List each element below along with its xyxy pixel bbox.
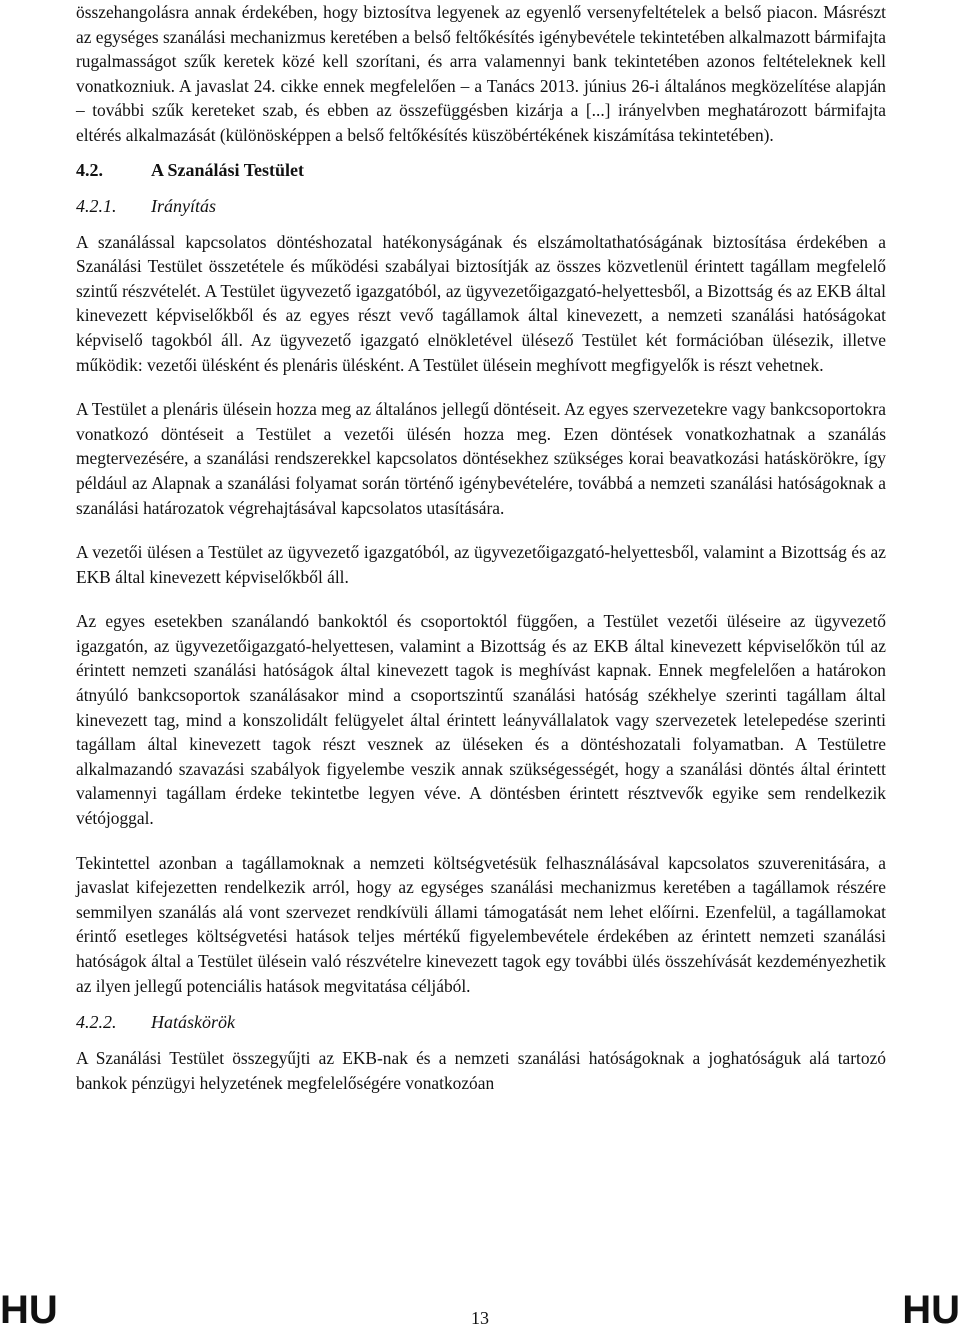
subsection-title: Hatáskörök	[151, 1012, 235, 1033]
subsection-heading-4-2-1	[76, 194, 886, 218]
paragraph-participants: Az egyes esetekben szanálandó bankoktól és csoportoktól függően, a Testület vezetői üléseire az ügyvezető igazgatón, az ügyvezetőigazgató-helyettesen, valamint a Bizottság és az EKB által kinevezett képviselőkön túl az érintett nemzeti szanálási hatóságok által kinevezett tagok is meghívást kapnak. Ennek megfelelően a határokon átnyúló bankcsoportok szanálásakor mind a csoportszintű szanálási hatóság székhelye szerinti tagállam által kinevezett tag, mind a konszolidált felügyelet által érintett leányvállalatok vagy szervezetek letelepedése szerinti tagállam által kinevezett tagok részt vesznek az üléseken és a döntéshozatali folyamatban. A Testületre alkalmazandó szavazási szabályok figyelembe veszik annak szükségességét, hogy a szanálási döntés által érintett valamennyi tagállam érdeke tekintetbe legyen véve. A döntésben érintett résztvevők egyike sem rendelkezik vétójoggal.	[76, 611, 886, 829]
subsection-number: 4.2.2.	[76, 1012, 117, 1033]
paragraph-plenary: A Testület a plenáris ülésein hozza meg az általános jellegű döntéseit. Az egyes szervezetekre vagy bankcsoportokra vonatkozó döntéseit a Testület a vezetői ülésén hozza meg. Ezen döntések vonatkozhatnak a szanálás megtervezésére, a szanálási rendszerekkel kapcsolatos döntésekhez szükséges korai beavatkozási hatáskörökre, így például az Alapnak a szanálási folyamat során történő igénybevételére, továbbá a nemzeti szanálási hatóságoknak a szanálási határozatok végrehajtásával kapcsolatos utasítására.	[76, 399, 886, 518]
subsection-number: 4.2.1.	[76, 195, 117, 216]
section-number: 4.2.	[76, 159, 103, 180]
footer-language-code-left: HU	[0, 1288, 58, 1332]
paragraph-decision-making: A szanálással kapcsolatos döntéshozatal hatékonyságának és elszámoltathatóságának biztosítása érdekében a Szanálási Testület összetétele és működési szabályai biztosítják az összes közvetlenül érintett tagállam megfelelő szintű részvételét. A Testület ügyvezető igazgatóból, az ügyvezetőigazgató-helyettesből, a Bizottság és az EKB által kinevezett képviselőkből és az egyes részt vevő tagállamok által kinevezett, a nemzeti szanálási hatóságokat képviselő tagokból áll. Az ügyvezető igazgató elnökletével ülésező Testület két formációban ülésezik, illetve működik: vezetői ülésként és plenáris ülésként. A Testület ülésein meghívott megfigyelők is részt vehetnek.	[76, 231, 886, 375]
document-page	[76, 0, 886, 1095]
paragraph-sovereignty: Tekintettel azonban a tagállamoknak a nemzeti költségvetésük felhasználásával kapcsolatos szuverenitására, a javaslat kifejezetten rendelkezik arról, hogy az egységes szanálási mechanizmus keretében a tagállamok részére semmilyen szanálás alá vont szervezet rendkívüli állami támogatását nem lehet előírni. Ezenfelül, a tagállamokat érintő esetleges költségvetési hatások teljes mértékű figyelembevétele érdekében az érintett nemzeti szanálási hatóságok által a Testület ülésein való részvételre kinevezett tagok egy további ülés összehívását kezdeményezhetik az ilyen jellegű potenciális hatások megvitatása céljából.	[76, 852, 886, 996]
subsection-title: Irányítás	[151, 195, 216, 216]
paragraph-powers: A Szanálási Testület összegyűjti az EKB-nak és a nemzeti szanálási hatóságoknak a joghatóságuk alá tartozó bankok pénzügyi helyzetének megfelelőségére vonatkozóan	[76, 1048, 886, 1093]
section-title: A Szanálási Testület	[151, 159, 305, 180]
footer-language-code-right: HU	[902, 1288, 960, 1332]
subsection-heading-4-2-2	[76, 1010, 886, 1034]
paragraph-executive: A vezetői ülésen a Testület az ügyvezető igazgatóból, az ügyvezetőigazgató-helyettesből, valamint a Bizottság és az EKB által kinevezett képviselőkből áll.	[76, 542, 886, 587]
section-heading-4-2	[76, 158, 886, 182]
paragraph-intro: összehangolásra annak érdekében, hogy biztosítva legyenek az egyenlő versenyfeltételek a belső piacon. Másrészt az egységes szanálási mechanizmus keretében a belső feltőkésítés igénybevétele tekintetében alkalmazott bármifajta rugalmasságot szűk keretek közé kell szorítani, és arra valamennyi bank tekintetében azonos feltételeknek kell vonatkozniuk. A javaslat 24. cikke ennek megfelelően – a Tanács 2013. június 26-i általános megközelítése alapján – további szűk kereteket szab, és ebben az összefüggésben kizárja a [...] irányelvben meghatározott bármifajta eltérés alkalmazását (különösképpen a belső feltőkésítés küszöbértékének kiszámítása tekintetében).	[76, 2, 886, 145]
page-number: 13	[471, 1308, 489, 1328]
